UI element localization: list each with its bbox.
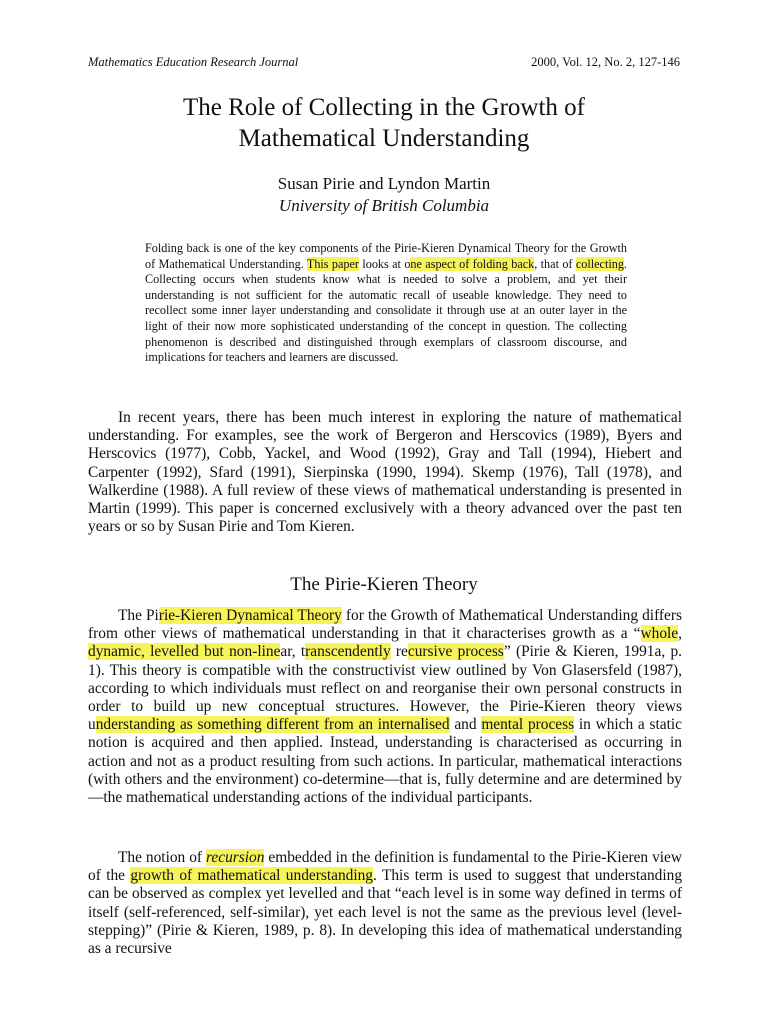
section-heading: The Pirie-Kieren Theory <box>290 574 478 595</box>
text-run: The Pi <box>118 607 159 624</box>
highlight: collecting <box>575 256 624 271</box>
highlight: nderstanding as something different from an internalised <box>95 716 450 734</box>
abstract-text: looks at o <box>358 256 411 271</box>
highlight: cursive process <box>407 643 504 661</box>
abstract-text: . Collecting occurs when students know what is needed to solve a problem, and yet their understanding is not sufficient for the automatic recall of useable knowledge. They need to recollect some inner layer understanding and consolidate it through use at an outer layer in the light of their now more sophisticated understanding of the concept in question. The collecting phenomenon is described and distinguished through exemplars of classroom discourse, and implications for teachers and learners are discussed. <box>145 256 627 365</box>
journal-name: Mathematics Education Research Journal <box>88 55 299 69</box>
title-line-1: The Role of Collecting in the Growth of <box>182 94 585 121</box>
author-names: Susan Pirie and Lyndon Martin <box>277 174 491 193</box>
highlight: whole <box>640 625 679 643</box>
theory-paragraph <box>88 607 682 807</box>
highlight: ranscendently <box>305 643 391 661</box>
highlight: dynamic, levelled but non-line <box>88 643 281 661</box>
highlight: growth of mathematical understanding <box>130 867 374 885</box>
author-affiliation: University of British Columbia <box>278 196 490 215</box>
text-run: embedded in the definition is fundamental to the Pirie-Kieren view of the <box>88 849 682 885</box>
paragraph-text: In recent years, there has been much interest in exploring the nature of mathematical understanding. For examples, see the work of Bergeron and Herscovics (1989), Byers and Herscovics (1977), Cobb, Yackel, and Wood (1992), Gray and Tall (1994), Hiebert and Carpenter (1992), Sfard (1991), Sierpinska (1990, 1994). Skemp (1976), Tall (1978), and Walkerdine (1988). A full review of these views of mathematical understanding is presented in Martin (1999). This paper is concerned exclusively with a theory advanced over the past ten years or so by Susan Pirie and Tom Kieren. <box>88 409 682 536</box>
text-run: , <box>678 625 682 643</box>
highlight: This paper <box>306 256 359 271</box>
paragraph-text <box>88 607 682 807</box>
abstract <box>145 241 627 366</box>
text-run: ” (Pirie & Kieren, 1991a, p. 1). This theory is compatible with the constructivist view outlined by Von Glasersfeld (1987), according to which individuals must reflect on and reorganise their own personal constructs in order to build up new conceptual structures. However, the Pirie-Kieren theory views u <box>88 643 683 734</box>
intro-paragraph <box>88 409 682 536</box>
text-run: re <box>390 643 408 661</box>
abstract-text: Folding back is one of the key components of the Pirie-Kieren Dynamical Theory for the Growth of Mathematical Understanding. <box>145 241 627 271</box>
highlight: recursion <box>206 849 265 866</box>
highlight: mental process <box>481 716 575 734</box>
text-run: for the Growth of Mathematical Understanding differs from other views of mathematical understanding in that it characterises growth as a “ <box>88 607 682 643</box>
abstract-text: , that of <box>534 256 576 271</box>
highlight: rie-Kieren Dynamical Theory <box>158 607 342 624</box>
author-block <box>0 173 768 217</box>
text-run: and <box>449 716 482 734</box>
paper-title <box>0 92 768 154</box>
highlight: ne aspect of folding back <box>410 256 535 271</box>
citation-info: 2000, Vol. 12, No. 2, 127-146 <box>531 55 680 69</box>
text-run: The notion of <box>118 849 207 866</box>
running-header <box>88 55 680 70</box>
paragraph-text <box>88 849 682 958</box>
text-run: ar, t <box>280 643 306 661</box>
text-run: . This term is used to suggest that understanding can be observed as complex yet levelled and that “each level is in some way defined in terms of itself (self-referenced, self-similar), yet each level is not the same as the previous level (level-stepping)” (Pirie & Kieren, 1989, p. 8). In developing this idea of mathematical understanding as a recursive <box>88 867 683 958</box>
title-line-2: Mathematical Understanding <box>238 125 530 152</box>
text-run: in which a static notion is acquired and then applied. Instead, understanding is characterised as occurring in action and not as a product resulting from such actions. In particular, mathematical interactions (with others and the environment) co-determine—that is, fully determine and are determined by—the mathematical understanding actions of the individual participants. <box>88 716 682 807</box>
recursion-paragraph <box>88 849 682 958</box>
